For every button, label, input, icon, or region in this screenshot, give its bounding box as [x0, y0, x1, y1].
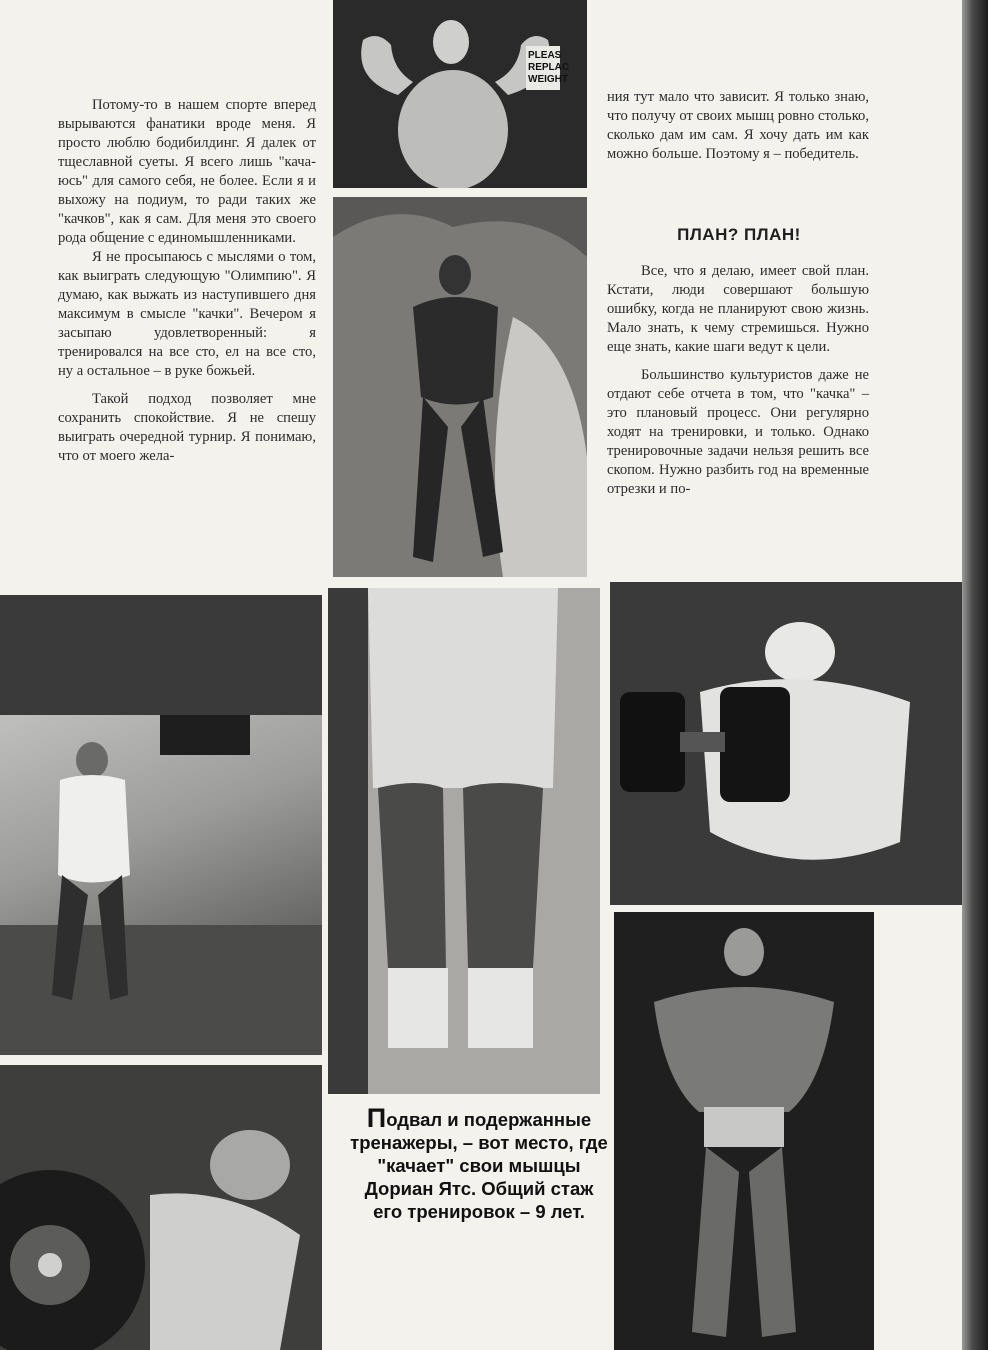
right-text-column-continued	[607, 262, 869, 499]
bodybuilder-silhouette	[614, 912, 874, 1350]
dumbbell-silhouette	[610, 582, 962, 905]
photo-lat-spread-pose	[614, 912, 874, 1350]
bodybuilder-silhouette	[0, 595, 322, 1055]
photo-caption	[348, 1103, 610, 1223]
photo-bench-press	[0, 1065, 322, 1350]
paragraph: Потому-то в нашем спорте вперед вырываются фанатики вроде меня. Я просто люблю бодибилдинг. Я далек от тщеславной суеты. Я всего лишь "качаюсь" для самого себя, не более. Если я и выхожу на подиум, то ради таких же "качков", как я сам. Для меня это своего рода общение с единомышленниками.	[58, 97, 316, 246]
bodybuilder-silhouette	[333, 197, 587, 577]
paragraph: Такой подход позволяет мне сохранить спокойствие. Я не спешу выиграть очередной турнир. Я понимаю, что от моего жела-	[58, 391, 316, 464]
barbell-silhouette	[0, 1065, 322, 1350]
magazine-spine	[962, 0, 988, 1350]
caption-text: одвал и подержанные тренажеры, – вот место, где "качает" свои мышцы Дориан Ятс. Общий стаж его тренировок – 9 лет.	[350, 1109, 608, 1222]
paragraph: Я не просыпаюсь с мыслями о том, как выиграть следующую "Олимпию". Я думаю, как выжать из наступившего дня максимум в смысле "качки". Вечером я засыпаю удовлетворенный: я тренировался на все сто, ел на все сто, ну а остальное – в руке божьей.	[58, 249, 316, 379]
section-heading: ПЛАН? ПЛАН!	[677, 225, 801, 244]
gym-sign: PLEAS REPLAC WEIGHT	[526, 46, 560, 90]
right-text-column	[607, 88, 869, 164]
photo-posing-on-rocks	[333, 197, 587, 577]
caption-drop-cap: П	[366, 1103, 387, 1133]
paragraph: Все, что я делаю, имеет свой план. Кстати, люди совершают большую ошибку, когда не планируют свою жизнь. Мало знать, к чему стремишься. Нужно еще знать, какие шаги ведут к цели.	[607, 263, 869, 355]
paragraph: ния тут мало что зависит. Я только знаю, что получу от своих мышц ровно столько, сколько дам им сам. Я хочу дать им как можно больше. Поэтому я – победитель.	[607, 89, 869, 162]
paragraph: Большинство культуристов даже не отдают себе отчета в том, что "качка" – это плановый процесс. Они регулярно ходят на тренировки, и только. Однако тренировочные задачи нельзя решить все скопом. Нужно разбить год на временные отрезки и по-	[607, 367, 869, 497]
legs-silhouette	[328, 588, 600, 1094]
left-text-column	[58, 96, 316, 466]
photo-dumbbell-raise	[610, 582, 962, 905]
bodybuilder-silhouette	[333, 0, 587, 188]
photo-gym-basement	[0, 595, 322, 1055]
photo-calves-closeup	[328, 588, 600, 1094]
photo-double-biceps-pose	[333, 0, 587, 188]
